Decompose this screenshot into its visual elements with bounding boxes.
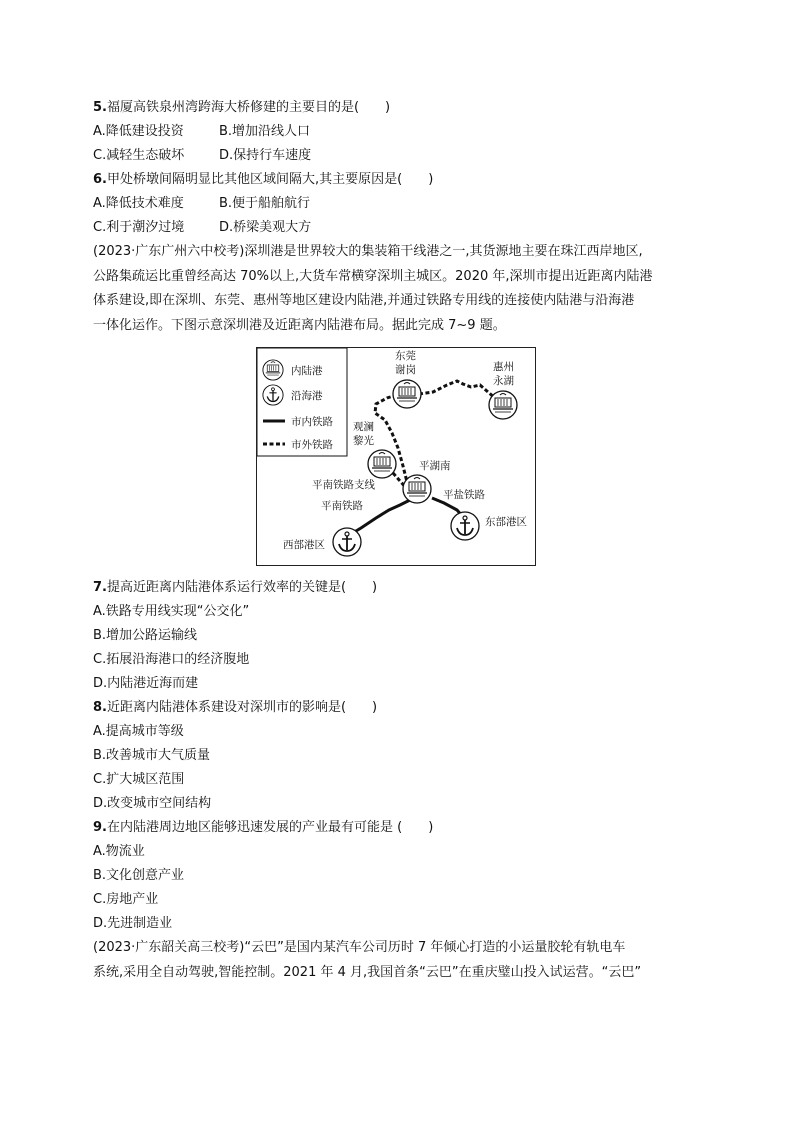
label-pingnan-branch: 平南铁路支线 (312, 479, 375, 491)
option-a: A.降低技术难度 (93, 196, 184, 211)
question-9-stem (93, 819, 433, 837)
question-text: 福厦高铁泉州湾跨海大桥修建的主要目的是( ) (106, 100, 391, 115)
question-7-stem (93, 579, 377, 597)
port-layout-map (256, 347, 536, 566)
question-text: 甲处桥墩间隔明显比其他区域间隔大,其主要原因是( ) (106, 172, 434, 187)
option-c: C.拓展沿海港口的经济腹地 (93, 652, 250, 667)
inland-port-xiegang-icon (393, 380, 421, 408)
option-d: D.桥梁美观大方 (219, 220, 312, 235)
option-d: D.内陆港近海而建 (93, 676, 199, 691)
passage-line: (2023·广东韶关高三校考)“云巴”是国内某汽车公司历时 7 年倾心打造的小运量胶轮有轨电车 (93, 940, 626, 955)
legend-intercity-rail: 市外铁路 (291, 439, 333, 451)
label-dongguan: 东莞 (395, 350, 416, 362)
label-pingyan-railway: 平盐铁路 (443, 489, 485, 501)
question-text: 近距离内陆港体系建设对深圳市的影响是( ) (106, 700, 378, 715)
legend-city-rail: 市内铁路 (291, 416, 333, 428)
question-5-options-row-2 (93, 147, 312, 165)
question-5-options-row-1 (93, 123, 311, 141)
option-b: B.改善城市大气质量 (93, 748, 211, 763)
inland-port-pinghunan-icon (403, 475, 431, 503)
sea-port-west-icon (333, 528, 361, 556)
passage-line: 公路集疏运比重曾经高达 70%以上,大货车常横穿深圳主城区。2020 年,深圳市提出近距离内陆港 (93, 269, 653, 284)
label-west-port: 西部港区 (283, 539, 325, 551)
option-d: D.改变城市空间结构 (93, 796, 212, 811)
question-text: 在内陆港周边地区能够迅速发展的产业最有可能是 ( ) (106, 820, 434, 835)
label-yonghu: 永湖 (493, 375, 514, 387)
label-guanlan: 观澜 (353, 421, 374, 433)
option-b: B.便于船舶航行 (219, 196, 311, 211)
anchor-icon (263, 385, 283, 405)
label-xiegang: 谢岗 (395, 364, 416, 376)
question-number: 7. (93, 580, 107, 595)
option-d: D.先进制造业 (93, 916, 173, 931)
option-b: B.文化创意产业 (93, 868, 185, 883)
inland-port-liguang-icon (368, 450, 396, 478)
option-c: C.房地产业 (93, 892, 159, 907)
option-a: A.铁路专用线实现“公交化” (93, 604, 250, 619)
sea-port-east-icon (451, 512, 479, 540)
question-6-options-row-2 (93, 219, 312, 237)
option-b: B.增加沿线人口 (219, 124, 311, 139)
question-5-stem (93, 99, 390, 117)
question-8-stem (93, 699, 377, 717)
question-6-options-row-1 (93, 195, 311, 213)
legend-sea-port: 沿海港 (291, 390, 323, 402)
label-east-port: 东部港区 (485, 516, 527, 528)
question-number: 8. (93, 700, 107, 715)
passage-line: 体系建设,即在深圳、东莞、惠州等地区建设内陆港,并通过铁路专用线的连接使内陆港与沿海港 (93, 293, 635, 308)
legend-inland-port: 内陆港 (291, 365, 323, 377)
label-pingnan-railway: 平南铁路 (321, 500, 363, 512)
option-c: C.利于潮汐过境 (93, 220, 185, 235)
label-huizhou: 惠州 (493, 361, 514, 373)
inland-port-icon (263, 360, 283, 380)
question-text: 提高近距离内陆港体系运行效率的关键是( ) (106, 580, 378, 595)
intercity-railway-huizhou (419, 381, 501, 404)
option-a: A.提高城市等级 (93, 724, 184, 739)
option-a: A.物流业 (93, 844, 145, 859)
question-number: 5. (93, 100, 107, 115)
inland-port-yonghu-icon (489, 391, 517, 419)
option-a: A.降低建设投资 (93, 124, 184, 139)
question-number: 6. (93, 172, 107, 187)
option-b: B.增加公路运输线 (93, 628, 198, 643)
passage-line: 一体化运作。下图示意深圳港及近距离内陆港布局。据此完成 7~9 题。 (93, 318, 506, 333)
option-d: D.保持行车速度 (219, 148, 312, 163)
question-6-stem (93, 171, 433, 189)
passage-line: (2023·广东广州六中校考)深圳港是世界较大的集装箱干线港之一,其货源地主要在珠江西岸地区, (93, 244, 643, 259)
passage-line: 系统,采用全自动驾驶,智能控制。2021 年 4 月,我国首条“云巴”在重庆璧山投入试运营。“云巴” (93, 965, 642, 980)
label-liguang: 黎光 (353, 435, 374, 447)
question-number: 9. (93, 820, 107, 835)
option-c: C.减轻生态破坏 (93, 148, 185, 163)
label-pinghunan: 平湖南 (419, 460, 451, 472)
option-c: C.扩大城区范围 (93, 772, 185, 787)
